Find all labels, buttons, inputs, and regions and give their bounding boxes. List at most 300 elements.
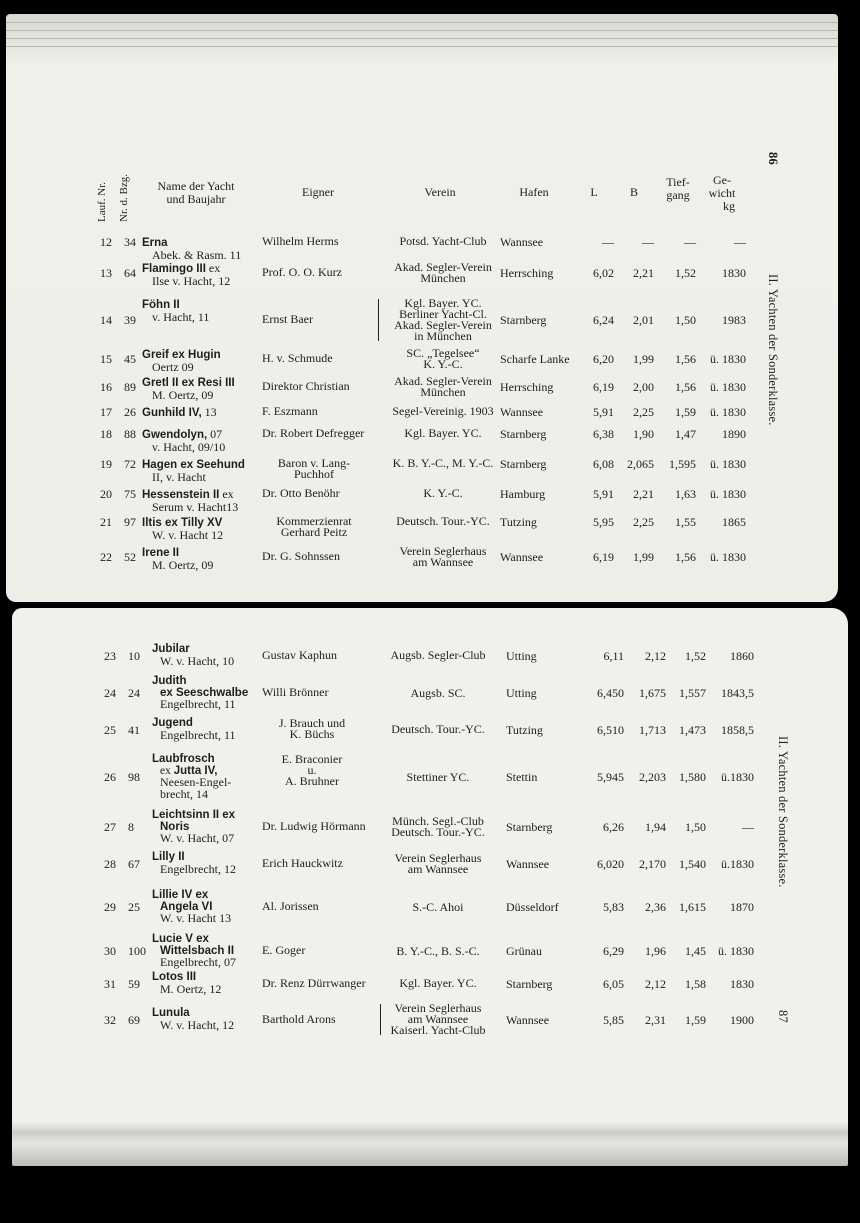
verein (378, 1003, 498, 1036)
hafen: Utting (506, 686, 537, 701)
yacht-name (152, 972, 221, 995)
gewicht: 1858,5 (721, 722, 754, 737)
yacht-name (152, 676, 248, 711)
verein-line: Verein Seglerhaus (394, 850, 482, 865)
length-l: — (602, 235, 614, 249)
yacht-name-line: W. v. Hacht, 12 (160, 1017, 235, 1032)
bzg-nr: 25 (128, 900, 140, 915)
lauf-nr: 16 (100, 380, 112, 394)
header-verein: Verein (424, 185, 456, 199)
length-l: 5,945 (597, 770, 624, 784)
eigner-line: Dr. Otto Benöhr (262, 486, 340, 500)
yacht-name-bold: Hagen ex Seehund (142, 459, 245, 471)
eigner-line: J. Brauch und (278, 716, 346, 730)
verein-line: K. Y.-C. (423, 486, 463, 500)
tiefgang: 1,58 (685, 976, 706, 991)
ex-label: ex (160, 764, 174, 777)
yacht-name (142, 262, 230, 287)
hafen: Starnberg (500, 427, 547, 441)
breadth-b: 2,36 (645, 900, 666, 915)
hafen: Stettin (506, 770, 538, 784)
yacht-name (142, 546, 213, 571)
yacht-name-bold: Hessenstein II (142, 489, 220, 501)
verein-line: K. B. Y.-C., M. Y.-C. (392, 456, 494, 470)
verein (378, 943, 498, 958)
eigner (262, 551, 340, 562)
eigner (262, 718, 362, 740)
eigner (262, 516, 366, 538)
hafen: Starnberg (500, 457, 547, 471)
yacht-name (142, 428, 225, 453)
eigner (262, 236, 339, 247)
length-l: 5,85 (603, 1012, 624, 1027)
verein (378, 769, 498, 784)
verein (386, 348, 500, 370)
yacht-name-bold: Laubfrosch (152, 753, 215, 765)
bzg-nr: 98 (128, 770, 140, 784)
yacht-name-bold: Gunhild IV, (142, 407, 202, 419)
length-l: 6,510 (597, 722, 624, 737)
yacht-name-line: M. Oertz, 12 (160, 981, 222, 996)
yacht-name-bold: ex Seeschwalbe (160, 686, 249, 699)
eigner-line: A. Bruhner (285, 774, 339, 788)
header-l: L (590, 185, 598, 199)
tiefgang: 1,595 (669, 457, 696, 471)
header-gewicht-line2: wicht (708, 186, 736, 200)
breadth-b: 1,94 (645, 820, 666, 835)
yacht-name-line: Engelbrecht, 11 (160, 727, 236, 742)
length-l: 6,19 (593, 380, 614, 394)
gewicht: ü. 1830 (710, 487, 746, 501)
brace (378, 299, 379, 341)
verein-line: Kgl. Bayer. YC. (404, 426, 482, 440)
page-number: 86 (766, 152, 780, 165)
yacht-name-bold: Flamingo III (142, 263, 206, 275)
verein-line: Berliner Yacht-Cl. (399, 307, 487, 321)
lauf-nr: 19 (100, 457, 112, 471)
bzg-nr: 64 (124, 266, 136, 280)
eigner-line: E. Braconier (281, 752, 343, 766)
tiefgang: 1,55 (675, 515, 696, 529)
lauf-nr: 32 (104, 1012, 116, 1027)
tiefgang: 1,557 (679, 686, 706, 701)
yacht-builder: Oertz 09 (152, 360, 194, 374)
tiefgang: 1,52 (675, 266, 696, 280)
length-l: 6,26 (603, 820, 624, 835)
gewicht: ü. 1830 (710, 550, 746, 564)
gewicht: ü. 1830 (718, 944, 754, 959)
breadth-b: 1,99 (633, 550, 654, 564)
tiefgang: 1,63 (675, 487, 696, 501)
verein-line: München (420, 385, 466, 399)
yacht-builder: v. Hacht, 11 (152, 310, 210, 324)
eigner (262, 381, 350, 392)
breadth-b: 2,203 (639, 770, 666, 784)
breadth-b: 2,31 (645, 1012, 666, 1027)
eigner (262, 687, 329, 698)
lauf-nr: 14 (100, 313, 112, 327)
breadth-b: — (642, 235, 654, 249)
length-l: 6,29 (603, 944, 624, 959)
length-l: 5,95 (593, 515, 614, 529)
yacht-name (152, 810, 235, 845)
gewicht: ü. 1830 (710, 405, 746, 419)
gewicht: — (734, 235, 746, 249)
eigner-line: Dr. Renz Dürrwanger (262, 975, 366, 990)
hafen: Wannsee (500, 550, 544, 564)
yacht-name (152, 644, 234, 667)
yacht-name (142, 236, 241, 261)
yacht-name (152, 718, 236, 741)
header-gewicht-line1: Ge- (713, 173, 731, 187)
bzg-nr: 8 (128, 820, 134, 835)
verein (378, 978, 498, 989)
length-l: 6,450 (597, 686, 624, 701)
tiefgang: 1,50 (685, 820, 706, 835)
header-b: B (629, 185, 638, 199)
gewicht: 1983 (722, 313, 746, 327)
yacht-name-bold: Iltis ex Tilly XV (142, 517, 223, 529)
eigner-line: F. Eszmann (262, 404, 318, 418)
eigner (262, 821, 366, 832)
yacht-builder: Ilse v. Hacht, 12 (152, 274, 231, 288)
breadth-b: 2,12 (645, 976, 666, 991)
yacht-name-bold: Leichtsinn II ex (152, 809, 236, 821)
lauf-nr: 28 (104, 856, 116, 871)
lauf-nr: 23 (104, 648, 116, 663)
header-gewicht-line3: kg (723, 199, 735, 213)
breadth-b: 2,25 (633, 515, 654, 529)
hafen: Tutzing (506, 722, 543, 737)
eigner-line: Puchhof (294, 467, 334, 481)
verein (386, 298, 500, 342)
yacht-name-bold: Angela VI (160, 900, 213, 913)
header-name-line2: und Baujahr (166, 192, 226, 206)
bzg-nr: 34 (124, 235, 136, 249)
verein-line: Akad. Segler-Verein (394, 374, 492, 388)
bzg-nr: 52 (124, 550, 136, 564)
verein-line: B. Y.-C., B. S.-C. (396, 943, 480, 958)
eigner (262, 353, 333, 364)
yacht-name (152, 890, 231, 925)
verein (386, 428, 500, 439)
eigner (262, 488, 340, 499)
hafen: Utting (506, 648, 537, 663)
lauf-nr: 13 (100, 266, 112, 280)
hafen: Starnberg (506, 820, 553, 835)
eigner (262, 975, 366, 990)
yacht-name (152, 934, 236, 969)
tiefgang: 1,580 (679, 770, 706, 784)
eigner (262, 945, 305, 956)
yacht-name-line: W. v. Hacht 13 (160, 911, 232, 925)
lauf-nr: 27 (104, 820, 116, 835)
yacht-builder: Abek. & Rasm. 11 (152, 248, 242, 262)
tiefgang: 1,59 (675, 405, 696, 419)
eigner-line: Erich Hauckwitz (262, 855, 343, 870)
page-edge-line (6, 46, 838, 47)
verein-line: Kgl. Bayer. YC. (399, 976, 477, 990)
hafen: Herrsching (500, 266, 554, 280)
tiefgang: 1,56 (675, 550, 696, 564)
gewicht: ü.1830 (721, 856, 754, 871)
breadth-b: 2,21 (633, 266, 654, 280)
bzg-nr: 69 (128, 1012, 140, 1027)
hafen: Tutzing (500, 515, 537, 529)
yacht-name-line: Engelbrecht, 07 (160, 955, 236, 969)
yacht-name-bold: Jutta IV, (173, 764, 218, 777)
verein (378, 816, 498, 838)
bzg-nr: 97 (124, 515, 136, 529)
bzg-nr: 26 (124, 405, 136, 419)
tiefgang: 1,540 (679, 856, 706, 871)
verein-line: Stettiner YC. (406, 769, 470, 784)
yacht-name (142, 298, 209, 323)
bzg-nr: 88 (124, 427, 136, 441)
lauf-nr: 18 (100, 427, 112, 441)
breadth-b: 2,170 (639, 856, 666, 871)
eigner (262, 901, 319, 912)
hafen: Wannsee (506, 1012, 550, 1027)
yacht-name (142, 516, 223, 541)
length-l: 6,20 (593, 352, 614, 366)
eigner (262, 267, 342, 278)
header-tiefgang-line1: Tief- (666, 175, 690, 189)
eigner (262, 428, 364, 439)
gewicht: 1865 (722, 515, 746, 529)
verein (386, 458, 500, 469)
breadth-b: 1,99 (633, 352, 654, 366)
header-nr-bzg: Nr. d. Bzg. (118, 174, 130, 222)
yacht-name-bold: Noris (160, 820, 190, 833)
yacht-name-bold: Föhn II (142, 299, 180, 311)
tiefgang: 1,615 (679, 900, 706, 915)
verein-line: Akad. Segler-Verein (394, 318, 492, 332)
hafen: Wannsee (506, 856, 550, 871)
hafen: Hamburg (500, 487, 546, 501)
length-l: 6,02 (593, 266, 614, 280)
eigner-line: Gerhard Peitz (280, 525, 348, 539)
page-edge-line (6, 30, 838, 31)
yacht-name-bold: Jugend (152, 717, 193, 729)
breadth-b: 2,01 (633, 313, 654, 327)
header-gewicht (702, 174, 742, 213)
hafen: Wannsee (500, 405, 544, 419)
eigner-line: Dr. G. Sohnssen (262, 549, 341, 563)
verein-line: Münch. Segl.-Club (392, 814, 484, 829)
eigner-line: Kommerzienrat (276, 514, 352, 528)
verein-line: Potsd. Yacht-Club (399, 234, 487, 248)
eigner (262, 754, 362, 787)
eigner (262, 458, 366, 480)
verein-line: Kgl. Bayer. YC. (404, 296, 482, 310)
verein-line: Segel-Vereinig. 1903 (392, 404, 494, 418)
eigner-line: E. Goger (262, 943, 306, 958)
verein-line: München (420, 271, 466, 285)
breadth-b: 2,21 (633, 487, 654, 501)
lauf-nr: 25 (104, 722, 116, 737)
breadth-b: 1,713 (639, 722, 666, 737)
tiefgang: 1,56 (675, 380, 696, 394)
eigner-line: u. (307, 763, 317, 777)
lauf-nr: 31 (104, 976, 116, 991)
gewicht: 1860 (730, 648, 754, 663)
lauf-nr: 15 (100, 352, 112, 366)
verein (386, 262, 500, 284)
verein (386, 406, 500, 417)
bzg-nr: 89 (124, 380, 136, 394)
hafen: Wannsee (500, 235, 544, 249)
verein-line: S.-C. Ahoi (412, 899, 464, 914)
tiefgang: — (684, 235, 696, 249)
yacht-builder: II, v. Hacht (152, 470, 206, 484)
tiefgang: 1,47 (675, 427, 696, 441)
page-number: 87 (776, 1010, 790, 1023)
yacht-name-bold: Gwendolyn, (142, 429, 208, 441)
tiefgang: 1,52 (685, 648, 706, 663)
running-title: II. Yachten der Sonderklasse. (776, 736, 790, 888)
eigner-line: Direktor Christian (262, 379, 350, 393)
lauf-nr: 26 (104, 770, 116, 784)
gewicht: 1870 (730, 900, 754, 915)
breadth-b: 2,25 (633, 405, 654, 419)
length-l: 6,05 (603, 976, 624, 991)
length-l: 6,24 (593, 313, 614, 327)
lauf-nr: 20 (100, 487, 112, 501)
yacht-builder: Serum v. Hacht13 (152, 500, 239, 514)
eigner-line: Willi Brönner (262, 685, 329, 700)
page-86 (6, 14, 838, 602)
eigner (262, 406, 318, 417)
gewicht: — (742, 820, 754, 835)
verein-line: am Wannsee (407, 1012, 469, 1026)
verein-line: K. Y.-C. (423, 357, 463, 371)
yacht-builder: v. Hacht, 09/10 (152, 440, 226, 454)
breadth-b: 1,675 (639, 686, 666, 701)
yacht-name (142, 488, 238, 513)
tiefgang: 1,473 (679, 722, 706, 737)
header-hafen: Hafen (519, 185, 549, 199)
bzg-nr: 10 (128, 648, 140, 663)
header-tiefgang (658, 176, 698, 202)
hafen: Starnberg (500, 313, 547, 327)
yacht-name (142, 458, 245, 483)
verein-line: in München (414, 329, 472, 343)
verein (386, 236, 500, 247)
header-name-line1: Name der Yacht (157, 179, 235, 193)
gewicht: ü. 1830 (710, 352, 746, 366)
breadth-b: 2,065 (627, 457, 654, 471)
length-l: 6,19 (593, 550, 614, 564)
breadth-b: 1,96 (645, 944, 666, 959)
gewicht: ü. 1830 (710, 380, 746, 394)
length-l: 6,11 (603, 648, 624, 663)
lauf-nr: 17 (100, 405, 112, 419)
yacht-name-bold: Judith (152, 675, 187, 687)
yacht-name-line: Engelbrecht, 11 (160, 697, 236, 711)
hafen: Scharfe Lanke (500, 352, 570, 366)
verein-line: Akad. Segler-Verein (394, 260, 492, 274)
eigner-line: Dr. Robert Defregger (262, 426, 365, 440)
header-lauf-nr: Lauf. Nr. (96, 181, 108, 222)
yacht-name-line: brecht, 14 (160, 786, 208, 801)
breadth-b: 1,90 (633, 427, 654, 441)
eigner-line: Wilhelm Herms (262, 234, 339, 248)
eigner (262, 855, 343, 870)
brace (380, 1004, 381, 1035)
yacht-name-ex: ex (219, 487, 234, 501)
yacht-name-bold: Irene II (142, 547, 180, 559)
tiefgang: 1,50 (675, 313, 696, 327)
gewicht: 1830 (722, 266, 746, 280)
length-l: 6,020 (597, 856, 624, 871)
lauf-nr: 21 (100, 515, 112, 529)
verein-line: Augsb. SC. (410, 685, 466, 700)
hafen: Düsseldorf (506, 900, 559, 915)
yacht-name-bold: Lunula (152, 1007, 190, 1019)
yacht-name-bold: Lilly II (152, 851, 185, 863)
yacht-name-bold: Erna (142, 237, 168, 249)
yacht-name-line: Engelbrecht, 12 (160, 861, 236, 876)
yacht-name (142, 376, 235, 401)
yacht-builder: W. v. Hacht 12 (152, 528, 224, 542)
yacht-name-bold: Wittelsbach II (160, 944, 235, 957)
gewicht: 1900 (730, 1012, 754, 1027)
verein (386, 516, 500, 527)
lauf-nr: 30 (104, 944, 116, 959)
verein-line: SC. „Tegelsee“ (406, 346, 480, 360)
bzg-nr: 72 (124, 457, 136, 471)
length-l: 5,91 (593, 487, 614, 501)
yacht-year: 13 (201, 405, 217, 419)
yacht-name-bold: Lucie V ex (152, 933, 209, 945)
bzg-nr: 100 (128, 944, 146, 959)
verein-line: Deutsch. Tour.-YC. (391, 722, 485, 736)
bzg-nr: 67 (128, 856, 140, 871)
yacht-name-line: Neesen-Engel- (160, 775, 232, 789)
yacht-name (142, 406, 217, 419)
verein-line: Augsb. Segler-Club (390, 648, 486, 662)
length-l: 5,83 (603, 900, 624, 915)
verein (378, 650, 498, 661)
eigner (262, 314, 313, 325)
gewicht: 1830 (730, 976, 754, 991)
header-eigner: Eigner (302, 185, 334, 199)
gewicht: 1890 (722, 427, 746, 441)
lauf-nr: 29 (104, 900, 116, 915)
yacht-name (152, 1008, 234, 1031)
yacht-name (152, 852, 236, 875)
bzg-nr: 24 (128, 686, 140, 701)
length-l: 5,91 (593, 405, 614, 419)
gewicht: ü.1830 (721, 770, 754, 784)
yacht-name-bold: Greif ex Hugin (142, 349, 221, 361)
bzg-nr: 41 (128, 722, 140, 737)
bzg-nr: 75 (124, 487, 136, 501)
yacht-year: 07 (207, 427, 223, 441)
verein-line: Verein Seglerhaus (394, 1001, 482, 1015)
eigner-line: Ernst Baer (262, 312, 313, 326)
eigner-line: Barthold Arons (262, 1011, 336, 1026)
yacht-name-ex: ex (205, 261, 221, 275)
eigner (262, 1011, 336, 1026)
lauf-nr: 22 (100, 550, 112, 564)
yacht-builder: M. Oertz, 09 (152, 388, 214, 402)
eigner-line: Al. Jorissen (262, 899, 319, 914)
eigner-line: H. v. Schmude (262, 351, 333, 365)
gewicht: 1843,5 (721, 686, 754, 701)
breadth-b: 2,00 (633, 380, 654, 394)
